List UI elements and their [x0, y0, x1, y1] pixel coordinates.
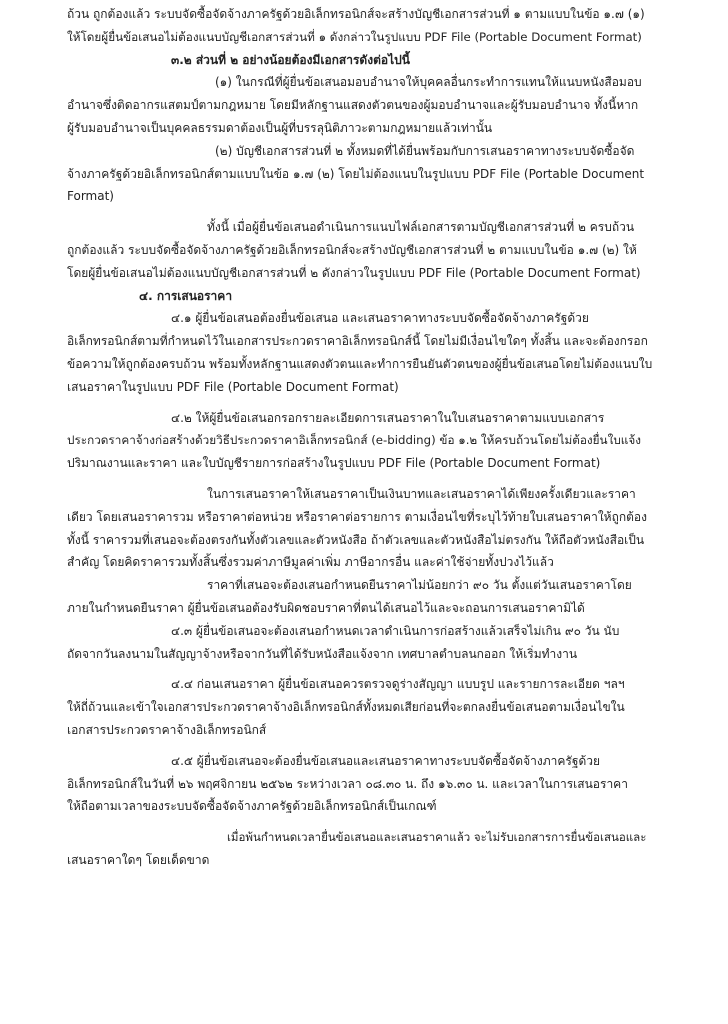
- text-line: Format): [67, 189, 114, 204]
- paragraph-first-line: ราคาที่เสนอจะต้องเสนอกำหนดยืนราคาไม่น้อยกว่า ๙๐ วัน ตั้งแต่วันเสนอราคาโดย: [207, 578, 632, 593]
- text-line: ทั้งนี้ ราคารวมที่เสนอจะต้องตรงกันทั้งตัวเลขและตัวหนังสือ ถ้าตัวเลขและตัวหนังสือไม่ตรงกัน ให้ถือตัวหนังสือเป็น: [67, 532, 645, 547]
- section-heading-3-2: ๓.๒ ส่วนที่ ๒ อย่างน้อยต้องมีเอกสารดังต่อไปนี้: [171, 52, 410, 67]
- text-line: อำนาจซึ่งติดอากรแสตมป์ตามกฎหมาย โดยมีหลักฐานแสดงตัวตนของผู้มอบอำนาจและผู้รับมอบอำนาจ ทั้งนี้หาก: [67, 98, 639, 113]
- clause-4-5-first-line: ๔.๕ ผู้ยื่นข้อเสนอจะต้องยื่นข้อเสนอและเสนอราคาทางระบบจัดซื้อจัดจ้างภาครัฐด้วย: [171, 753, 601, 768]
- paragraph-first-line: ในการเสนอราคาให้เสนอราคาเป็นเงินบาทและเสนอราคาได้เพียงครั้งเดียวและราคา: [207, 486, 636, 501]
- text-line: ให้ถือตามเวลาของระบบจัดซื้อจัดจ้างภาครัฐด้วยอิเล็กทรอนิกส์เป็นเกณฑ์: [67, 799, 437, 814]
- text-line: ประกวดราคาจ้างก่อสร้างด้วยวิธีประกวดราคาอิเล็กทรอนิกส์ (e-bidding) ข้อ ๑.๒ ให้ครบถ้วนโดยไม่ต้องยื่นใบแจ้ง: [67, 433, 641, 448]
- paragraph-first-line: เมื่อพ้นกำหนดเวลายื่นข้อเสนอและเสนอราคาแล้ว จะไม่รับเอกสารการยื่นข้อเสนอและ: [227, 830, 647, 845]
- text-line: ถัดจากวันลงนามในสัญญาจ้างหรือจากวันที่ได้รับหนังสือแจ้งจาก เทศบาลตำบลนกออก ให้เริ่มทำงาน: [67, 646, 578, 661]
- text-line: เอกสารประกวดราคาจ้างอิเล็กทรอนิกส์: [67, 722, 267, 737]
- text-line: เสนอราคาใดๆ โดยเด็ดขาด: [67, 852, 210, 867]
- text-line: เสนอราคาในรูปแบบ PDF File (Portable Document Format): [67, 379, 399, 394]
- text-line: ถูกต้องแล้ว ระบบจัดซื้อจัดจ้างภาครัฐด้วยอิเล็กทรอนิกส์จะสร้างบัญชีเอกสารส่วนที่ ๒ ตามแบบในข้อ ๑.๗ (๒) ให้: [67, 242, 637, 257]
- section-heading-4: ๔. การเสนอราคา: [139, 288, 233, 303]
- text-line: โดยผู้ยื่นข้อเสนอไม่ต้องแนบบัญชีเอกสารส่วนที่ ๒ ดังกล่าวในรูปแบบ PDF File (Portable Document Format): [67, 265, 641, 280]
- clause-4-4-first-line: ๔.๔ ก่อนเสนอราคา ผู้ยื่นข้อเสนอควรตรวจดูร่างสัญญา แบบรูป และรายการละเอียด ฯลฯ: [171, 677, 625, 692]
- text-line: จ้างภาครัฐด้วยอิเล็กทรอนิกส์ตามแบบในข้อ ๑.๗ (๒) โดยไม่ต้องแนบในรูปแบบ PDF File (Portable Document: [67, 166, 645, 181]
- item-2-first-line: (๒) บัญชีเอกสารส่วนที่ ๒ ทั้งหมดที่ได้ยื่นพร้อมกับการเสนอราคาทางระบบจัดซื้อจัด: [215, 143, 635, 158]
- text-line: ให้โดยผู้ยื่นข้อเสนอไม่ต้องแนบบัญชีเอกสารส่วนที่ ๑ ดังกล่าวในรูปแบบ PDF File (Portable Document Format): [67, 29, 642, 44]
- item-1-first-line: (๑) ในกรณีที่ผู้ยื่นข้อเสนอมอบอำนาจให้บุคคลอื่นกระทำการแทนให้แนบหนังสือมอบ: [215, 75, 642, 90]
- text-line: สำคัญ โดยคิดราคารวมทั้งสิ้นซึ่งรวมค่าภาษีมูลค่าเพิ่ม ภาษีอากรอื่น และค่าใช้จ่ายทั้งปวงไว้แล้ว: [67, 555, 554, 570]
- text-line: ข้อความให้ถูกต้องครบถ้วน พร้อมทั้งหลักฐานแสดงตัวตนและทำการยืนยันตัวตนของผู้ยื่นข้อเสนอโดยไม่ต้องแนบใบ: [67, 356, 653, 371]
- document-page: [67, 3, 652, 872]
- paragraph-first-line: ทั้งนี้ เมื่อผู้ยื่นข้อเสนอดำเนินการแนบไฟล์เอกสารตามบัญชีเอกสารส่วนที่ ๒ ครบถ้วน: [207, 220, 635, 235]
- text-line: อิเล็กทรอนิกส์ในวันที่ ๒๖ พฤศจิกายน ๒๕๖๒ ระหว่างเวลา ๐๘.๓๐ น. ถึง ๑๖.๓๐ น. และเวลาในการเสนอราคา: [67, 776, 628, 791]
- clause-4-1-first-line: ๔.๑ ผู้ยื่นข้อเสนอต้องยื่นข้อเสนอ และเสนอราคาทางระบบจัดซื้อจัดจ้างภาครัฐด้วย: [171, 311, 589, 326]
- clause-4-2-first-line: ๔.๒ ให้ผู้ยื่นข้อเสนอกรอกรายละเอียดการเสนอราคาในใบเสนอราคาตามแบบเอกสาร: [171, 410, 605, 425]
- clause-4-3-first-line: ๔.๓ ผู้ยื่นข้อเสนอจะต้องเสนอกำหนดเวลาดำเนินการก่อสร้างแล้วเสร็จไม่เกิน ๙๐ วัน นับ: [171, 623, 620, 638]
- text-line: ให้ถี่ถ้วนและเข้าใจเอกสารประกวดราคาจ้างอิเล็กทรอนิกส์ทั้งหมดเสียก่อนที่จะตกลงยื่นข้อเสนอตามเงื่อนไขใน: [67, 700, 625, 715]
- text-line: ภายในกำหนดยืนราคา ผู้ยื่นข้อเสนอต้องรับผิดชอบราคาที่ตนได้เสนอไว้และจะถอนการเสนอราคามิได้: [67, 600, 585, 615]
- text-line: อิเล็กทรอนิกส์ตามที่กำหนดไว้ในเอกสารประกวดราคาอิเล็กทรอนิกส์นี้ โดยไม่มีเงื่อนไขใดๆ ทั้งสิ้น และจะต้องกรอก: [67, 334, 648, 349]
- text-line: ผู้รับมอบอำนาจเป็นบุคคลธรรมดาต้องเป็นผู้ที่บรรลุนิติภาวะตามกฎหมายแล้วเท่านั้น: [67, 120, 493, 135]
- text-line: ปริมาณงานและราคา และใบบัญชีรายการก่อสร้างในรูปแบบ PDF File (Portable Document Format): [67, 456, 601, 471]
- text-line: ถ้วน ถูกต้องแล้ว ระบบจัดซื้อจัดจ้างภาครัฐด้วยอิเล็กทรอนิกส์จะสร้างบัญชีเอกสารส่วนที่ ๑ ตามแบบในข้อ ๑.๗ (๑): [67, 7, 645, 21]
- text-line: เดียว โดยเสนอราคารวม หรือราคาต่อหน่วย หรือราคาต่อรายการ ตามเงื่อนไขที่ระบุไว้ท้ายใบเสนอราคาให้ถูกต้อง: [67, 509, 647, 524]
